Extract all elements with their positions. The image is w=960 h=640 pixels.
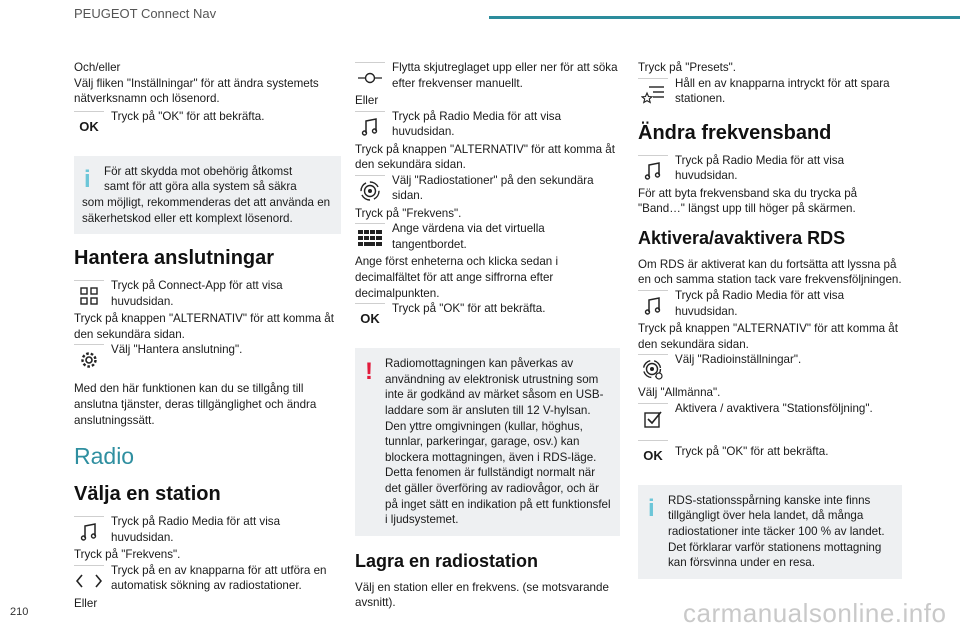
text: Välj "Radioinställningar". bbox=[675, 353, 802, 367]
arrows-step bbox=[74, 563, 341, 596]
ok-button-icon: OK bbox=[638, 440, 668, 471]
apps-grid-icon bbox=[74, 280, 104, 311]
text: Tryck på knappen "ALTERNATIV" för att komma åt den sekundära sidan. bbox=[74, 312, 334, 341]
text: Tryck på Radio Media för att visa huvudsidan. bbox=[111, 515, 281, 544]
text: Håll en av knapparna intryckt för att spara stationen. bbox=[675, 76, 890, 106]
radiostations-step bbox=[355, 173, 620, 206]
heading-connections: Hantera anslutningar bbox=[74, 247, 275, 270]
heading-radio: Radio bbox=[74, 443, 135, 470]
heading-rds: Aktivera/avaktivera RDS bbox=[638, 227, 846, 248]
heading-store-station: Lagra en radiostation bbox=[355, 550, 539, 571]
warning-icon: ! bbox=[365, 358, 373, 386]
info-box bbox=[74, 156, 341, 234]
text: Tryck på "OK" för att bekräfta. bbox=[111, 109, 265, 123]
info-icon: i bbox=[84, 165, 91, 193]
watermark: carmanualsonline.info bbox=[683, 598, 947, 628]
radio-media-step bbox=[638, 288, 902, 321]
heading-change-band: Ändra frekvensband bbox=[638, 121, 832, 144]
text: Flytta skjutreglaget upp eller ner för att söka efter frekvenser manuellt. bbox=[392, 61, 618, 90]
radio-broadcast-icon bbox=[355, 175, 385, 206]
text: Tryck på "Frekvens". bbox=[355, 206, 462, 220]
text: För att byta frekvensband ska du trycka på "Band…" längst upp till höger på skärmen. bbox=[638, 186, 858, 216]
text: Eller bbox=[74, 596, 98, 610]
text: För att skydda mot obehörig åtkomst bbox=[104, 164, 293, 178]
warning-box bbox=[355, 348, 620, 536]
info-box bbox=[638, 485, 902, 579]
text: Tryck på knappen "ALTERNATIV" för att komma åt den sekundära sidan. bbox=[638, 321, 898, 351]
header-accent-bar bbox=[489, 16, 960, 19]
text: Tryck på en av knapparna för att utföra en automatisk sökning av radiostationer. bbox=[111, 563, 327, 593]
tuning-slider-icon bbox=[355, 62, 385, 93]
radio-media-step bbox=[638, 153, 902, 186]
text: Tryck på "OK" för att bekräfta. bbox=[392, 302, 546, 316]
music-note-icon bbox=[74, 516, 104, 547]
text: som möjligt, rekommenderas det att använda en säkerhetskod eller ett komplext lösenord. bbox=[82, 195, 331, 225]
toggle-step bbox=[638, 401, 902, 434]
text: samt för att göra alla system så säkra bbox=[104, 180, 297, 194]
text: Aktivera / avaktivera "Stationsföljning". bbox=[675, 401, 873, 415]
text: Välj en station eller en frekvens. (se motsvarande avsnitt). bbox=[355, 580, 609, 610]
music-note-icon bbox=[638, 290, 668, 321]
ok-step bbox=[74, 109, 341, 142]
radio-settings-step bbox=[638, 352, 902, 385]
header-title: PEUGEOT Connect Nav bbox=[74, 6, 217, 21]
heading-select-station: Välja en station bbox=[74, 483, 221, 506]
text: Tryck på "OK" för att bekräfta. bbox=[675, 444, 829, 458]
slider-step bbox=[355, 60, 620, 93]
text: Om RDS är aktiverat kan du fortsätta att lyssna på en och samma station tack vare frekvensföljningen. bbox=[638, 257, 902, 287]
manage-step bbox=[74, 342, 341, 375]
text: Tryck på Radio Media för att visa huvudsidan. bbox=[675, 288, 845, 318]
text: Radiomottagningen kan påverkas av användning av elektronisk utrustning som inte är godkänd av märket såsom en USB-laddare som är ansluten till 12 V-hylsan. Den yttre omgivningen (kullar, höghus, tunnlar, parkeringar, garage, osv.) kan blockera mottagningen, även i RDS-läge. Detta fenomen är fullständigt normalt när det gäller överföring av radiovågor, och är på inget sätt en indikation på ett funktionsfel i ljudsystemet. bbox=[385, 357, 611, 527]
gear-icon bbox=[74, 344, 104, 375]
text: Välj "Radiostationer" på den sekundära sidan. bbox=[392, 173, 594, 203]
preset-star-icon bbox=[638, 78, 668, 109]
chevron-left-right-icon bbox=[74, 565, 104, 596]
text: Tryck på Connect-App för att visa huvudsidan. bbox=[111, 279, 283, 308]
hold-step bbox=[638, 76, 902, 109]
music-note-icon bbox=[355, 111, 385, 142]
music-note-icon bbox=[638, 155, 668, 186]
ok-step bbox=[355, 301, 620, 334]
text: Med den här funktionen kan du se tillgång till anslutna tjänster, deras tillgänglighet och ändra anslutningssätt. bbox=[74, 382, 317, 427]
text: Och/eller bbox=[74, 61, 121, 74]
radio-settings-icon bbox=[638, 354, 668, 385]
ok-step bbox=[638, 438, 902, 471]
checkbox-icon bbox=[638, 403, 668, 434]
text: Tryck på "Frekvens". bbox=[74, 548, 181, 562]
text: Eller bbox=[355, 94, 379, 107]
page-number: 210 bbox=[10, 606, 29, 618]
keyboard-step bbox=[355, 221, 620, 254]
text: RDS-stationsspårning kanske inte finns tillgängligt över hela landet, då många radiostationer inte täcker 100 % av landet. Det förklarar varför stationens mottagning kan försvinna under en resa. bbox=[668, 493, 885, 570]
column-3 bbox=[638, 60, 902, 589]
ok-button-icon: OK bbox=[355, 303, 385, 334]
keyboard-icon bbox=[355, 223, 385, 254]
info-icon: i bbox=[648, 494, 655, 522]
radio-media-step bbox=[74, 514, 341, 547]
column-2 bbox=[355, 60, 620, 611]
text: Ange först enheterna och klicka sedan i decimalfältet för att ange siffrorna efter decimalpunkten. bbox=[355, 255, 559, 300]
text: Tryck på "Presets". bbox=[638, 61, 736, 74]
text: Välj "Hantera anslutning". bbox=[111, 343, 243, 357]
text: Välj fliken "Inställningar" för att ändra systemets nätverksnamn och lösenord. bbox=[74, 76, 319, 106]
text: Tryck på knappen "ALTERNATIV" för att komma åt den sekundära sidan. bbox=[355, 142, 615, 172]
text: Tryck på Radio Media för att visa huvudsidan. bbox=[675, 153, 845, 183]
column-1 bbox=[74, 60, 341, 611]
text: Ange värdena via det virtuella tangentbordet. bbox=[392, 222, 545, 251]
connect-app-step bbox=[74, 278, 341, 311]
radio-media-step bbox=[355, 109, 620, 142]
text: Tryck på Radio Media för att visa huvudsidan. bbox=[392, 109, 562, 139]
text: Välj "Allmänna". bbox=[638, 386, 721, 400]
ok-button-icon: OK bbox=[74, 111, 104, 142]
